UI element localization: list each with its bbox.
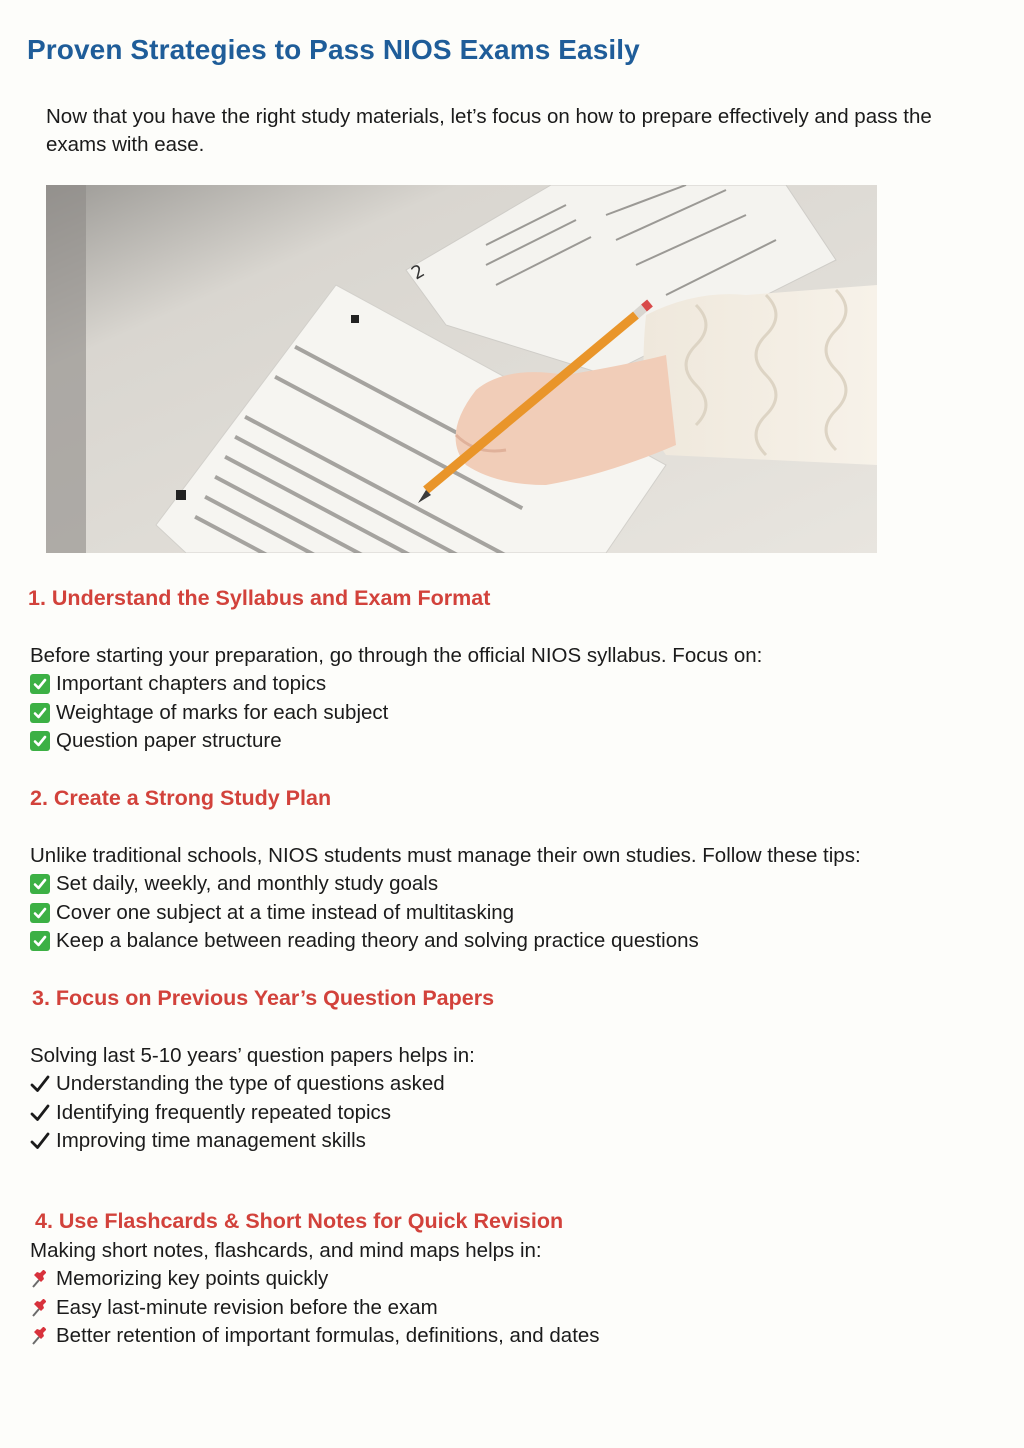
check-box-icon — [30, 703, 50, 723]
page-title: Proven Strategies to Pass NIOS Exams Easily — [27, 34, 640, 65]
check-box-icon — [30, 731, 50, 751]
section-body-3 — [30, 1042, 475, 1155]
list-item: Set daily, weekly, and monthly study goals — [30, 870, 861, 898]
pushpin-icon — [30, 1269, 50, 1289]
pushpin-icon — [30, 1326, 50, 1346]
section-body-1 — [30, 642, 762, 755]
list-item: Identifying frequently repeated topics — [30, 1099, 475, 1127]
check-mark-icon — [30, 1104, 50, 1122]
list-item: Improving time management skills — [30, 1127, 475, 1155]
section-body-2 — [30, 842, 861, 955]
sheet-number: 2 — [408, 260, 429, 285]
list-item: Better retention of important formulas, definitions, and dates — [30, 1322, 600, 1350]
section-lead: Unlike traditional schools, NIOS students must manage their own studies. Follow these tips: — [30, 844, 861, 867]
check-box-icon — [30, 931, 50, 951]
pushpin-icon — [30, 1298, 50, 1318]
check-mark-icon — [30, 1075, 50, 1093]
exam-photo-icon — [46, 185, 877, 553]
list-item: Easy last-minute revision before the exam — [30, 1294, 600, 1322]
section-heading-1: 1. Understand the Syllabus and Exam Format — [28, 586, 491, 610]
section-body-4 — [30, 1237, 600, 1350]
list-item: Question paper structure — [30, 727, 762, 755]
section-lead: Making short notes, flashcards, and mind maps helps in: — [30, 1239, 542, 1262]
section-heading-2: 2. Create a Strong Study Plan — [30, 786, 332, 810]
section-heading-3: 3. Focus on Previous Year’s Question Papers — [32, 986, 495, 1010]
section-heading-4: 4. Use Flashcards & Short Notes for Quick Revision — [35, 1209, 564, 1233]
list-item: Cover one subject at a time instead of multitasking — [30, 899, 861, 927]
intro-paragraph: Now that you have the right study materials, let’s focus on how to prepare effectively and pass the exams with ease. — [46, 105, 932, 156]
list-item: Memorizing key points quickly — [30, 1265, 600, 1293]
check-box-icon — [30, 674, 50, 694]
list-item: Important chapters and topics — [30, 670, 762, 698]
check-mark-icon — [30, 1132, 50, 1150]
list-item: Weightage of marks for each subject — [30, 699, 762, 727]
section-lead: Solving last 5-10 years’ question papers helps in: — [30, 1044, 475, 1067]
exam-photo — [46, 185, 877, 553]
list-item: Understanding the type of questions asked — [30, 1070, 475, 1098]
list-item: Keep a balance between reading theory and solving practice questions — [30, 927, 861, 955]
check-box-icon — [30, 903, 50, 923]
check-box-icon — [30, 874, 50, 894]
section-lead: Before starting your preparation, go through the official NIOS syllabus. Focus on: — [30, 644, 763, 667]
